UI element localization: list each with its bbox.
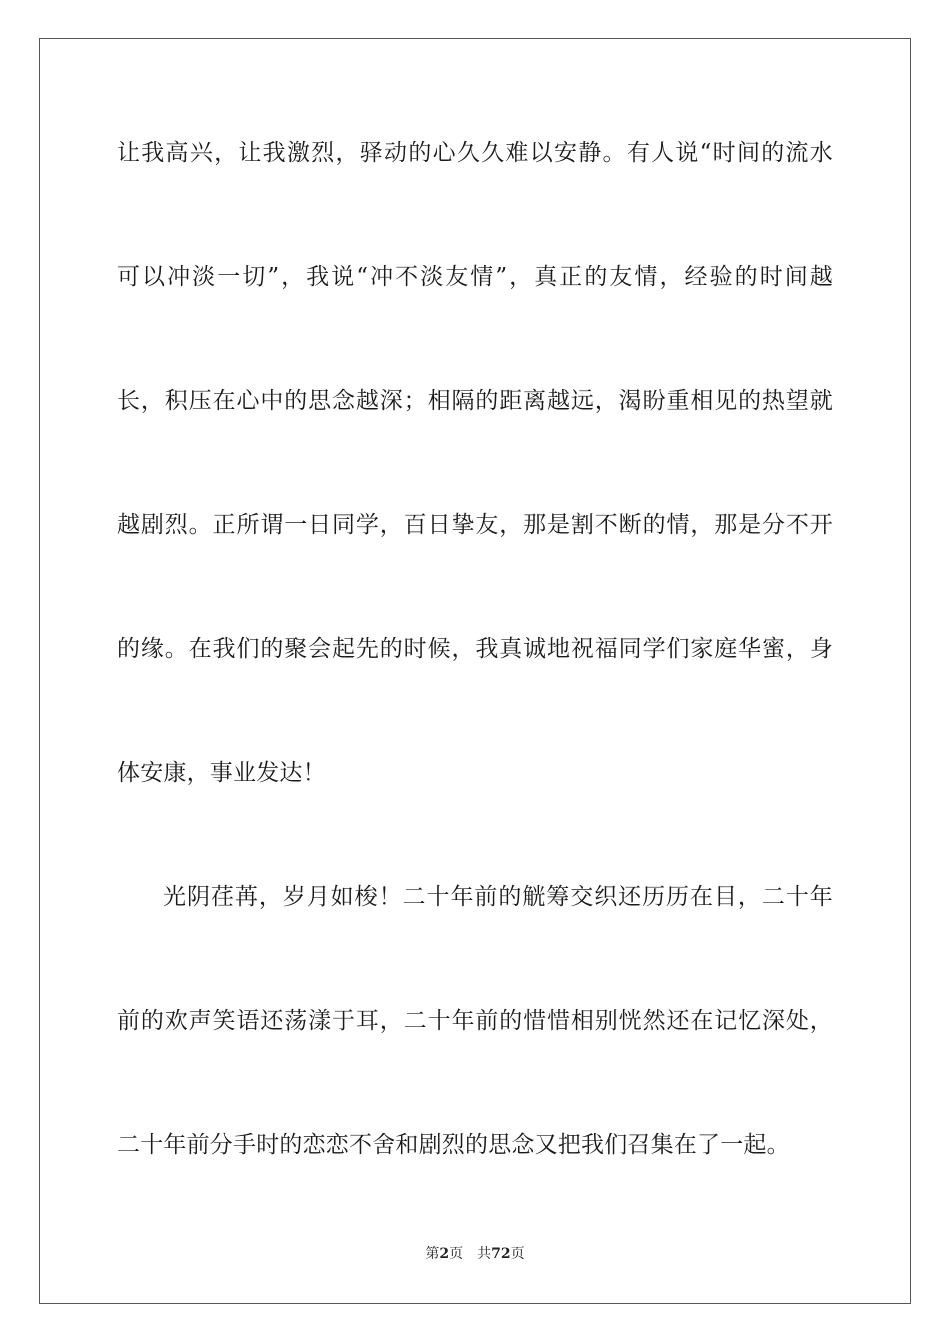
paragraph-line: 长，积压在心中的思念越深；相隔的距离越远，渴盼重相见的热望就 xyxy=(117,388,833,414)
footer-total-suffix: 页 xyxy=(510,1246,525,1262)
footer-total-prefix: 共 xyxy=(477,1246,492,1262)
footer-page-suffix: 页 xyxy=(449,1246,464,1262)
paragraph-line: 二十年前分手时的恋恋不舍和剧烈的思念又把我们召集在了一起。 xyxy=(117,1132,790,1158)
footer-page-prefix: 第 xyxy=(425,1246,440,1262)
paragraph-line-indented: 光阴荏苒，岁月如梭！二十年前的觥筹交织还历历在目，二十年 xyxy=(163,884,833,910)
page-footer xyxy=(0,1245,950,1263)
paragraph-line: 让我高兴，让我激烈，驿动的心久久难以安静。有人说“时间的流水 xyxy=(117,140,833,166)
paragraph-line: 前的欢声笑语还荡漾于耳，二十年前的惜惜相别恍然还在记忆深处， xyxy=(117,1008,833,1034)
footer-page-number: 2 xyxy=(439,1246,450,1262)
paragraph-line: 越剧烈。正所谓一日同学，百日挚友，那是割不断的情，那是分不开 xyxy=(117,512,833,538)
paragraph-line: 可以冲淡一切”，我说“冲不淡友情”，真正的友情，经验的时间越 xyxy=(117,264,833,290)
footer-total-pages: 72 xyxy=(491,1246,511,1262)
paragraph-line: 体安康，事业发达！ xyxy=(117,760,326,786)
page-border xyxy=(39,38,911,1304)
paragraph-line: 的缘。在我们的聚会起先的时候，我真诚地祝福同学们家庭华蜜，身 xyxy=(117,636,833,662)
